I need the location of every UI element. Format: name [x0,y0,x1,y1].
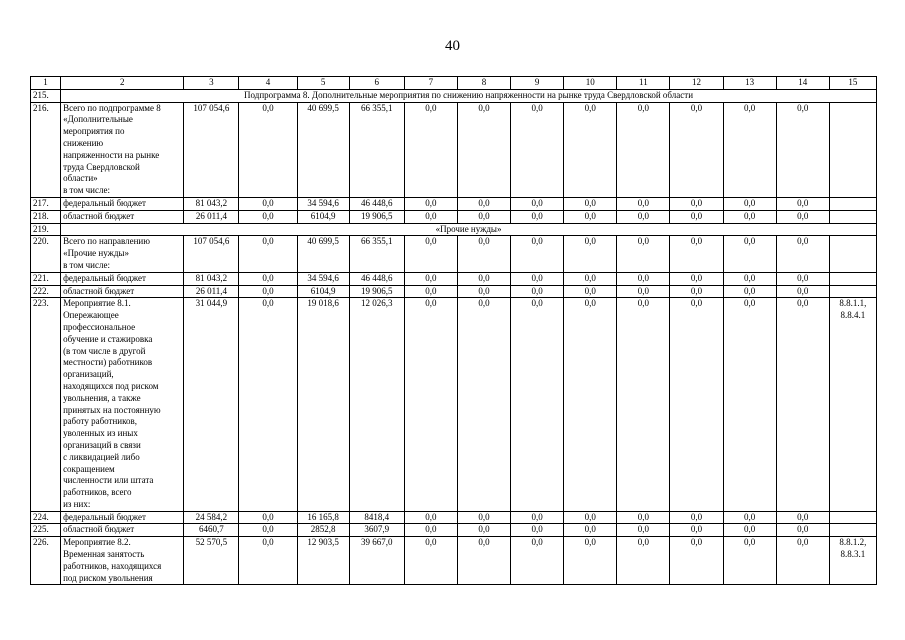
value-cell: 26 011,4 [184,285,239,298]
column-header: 9 [511,77,564,90]
section-title-row [31,89,877,102]
value-cell: 0,0 [239,285,297,298]
section-title-row [31,223,877,236]
row-number: 217. [31,197,61,210]
value-cell: 19 906,5 [349,285,404,298]
value-cell: 0,0 [404,272,457,285]
value-cell: 0,0 [457,236,510,272]
value-cell: 0,0 [670,285,723,298]
value-cell: 0,0 [404,537,457,585]
value-cell: 0,0 [404,298,457,511]
value-cell: 0,0 [670,511,723,524]
row-number: 223. [31,298,61,511]
value-cell: 0,0 [457,537,510,585]
value-cell: 66 355,1 [349,236,404,272]
row-number: 222. [31,285,61,298]
value-cell: 0,0 [564,298,617,511]
value-cell: 6460,7 [184,524,239,537]
value-cell: 0,0 [564,272,617,285]
value-cell: 0,0 [564,511,617,524]
value-cell: 0,0 [670,524,723,537]
value-cell: 34 594,6 [297,197,349,210]
value-cell: 0,0 [511,210,564,223]
column-header: 1 [31,77,61,90]
value-cell: 0,0 [239,210,297,223]
table-row [31,197,877,210]
target-ref-cell [829,197,876,210]
value-cell: 0,0 [723,236,776,272]
column-header: 3 [184,77,239,90]
row-number: 226. [31,537,61,585]
value-cell: 0,0 [564,197,617,210]
value-cell: 0,0 [239,102,297,197]
row-number: 224. [31,511,61,524]
column-header: 11 [617,77,670,90]
value-cell: 0,0 [511,537,564,585]
value-cell: 0,0 [239,298,297,511]
value-cell: 0,0 [457,272,510,285]
value-cell: 0,0 [404,511,457,524]
value-cell: 0,0 [776,236,829,272]
column-header: 13 [723,77,776,90]
value-cell: 0,0 [776,298,829,511]
row-name: Всего по направлению «Прочие нужды» в том числе: [61,236,184,272]
target-ref-cell [829,511,876,524]
column-header: 4 [239,77,297,90]
row-name: федеральный бюджет [61,272,184,285]
value-cell: 2852,8 [297,524,349,537]
value-cell: 0,0 [457,285,510,298]
value-cell: 0,0 [776,524,829,537]
value-cell: 0,0 [404,285,457,298]
value-cell: 0,0 [564,285,617,298]
value-cell: 0,0 [617,524,670,537]
row-name: Мероприятие 8.2. Временная занятость работников, находящихся под риском увольнения [61,537,184,585]
value-cell: 107 054,6 [184,236,239,272]
table-row [31,524,877,537]
column-header: 8 [457,77,510,90]
table-row [31,298,877,511]
row-number: 221. [31,272,61,285]
row-name: федеральный бюджет [61,197,184,210]
value-cell: 0,0 [239,272,297,285]
table-row [31,272,877,285]
value-cell: 0,0 [239,236,297,272]
column-header: 5 [297,77,349,90]
row-name: Всего по подпрограмме 8 «Дополнительные мероприятия по снижению напряженности на рынке труда Свердловской области» в том числе: [61,102,184,197]
column-header: 14 [776,77,829,90]
value-cell: 3607,9 [349,524,404,537]
value-cell: 0,0 [457,102,510,197]
target-ref-cell: 8.8.1.2, 8.8.3.1 [829,537,876,585]
value-cell: 0,0 [457,524,510,537]
value-cell: 0,0 [617,272,670,285]
row-number: 220. [31,236,61,272]
value-cell: 81 043,2 [184,272,239,285]
value-cell: 0,0 [564,102,617,197]
value-cell: 0,0 [457,210,510,223]
table-row [31,236,877,272]
value-cell: 0,0 [723,524,776,537]
value-cell: 0,0 [723,285,776,298]
value-cell: 0,0 [670,210,723,223]
value-cell: 0,0 [723,511,776,524]
value-cell: 0,0 [511,236,564,272]
value-cell: 0,0 [670,298,723,511]
table-row [31,511,877,524]
target-ref-cell [829,236,876,272]
value-cell: 66 355,1 [349,102,404,197]
target-ref-cell [829,102,876,197]
row-name: областной бюджет [61,524,184,537]
column-header: 10 [564,77,617,90]
row-number: 218. [31,210,61,223]
value-cell: 0,0 [776,210,829,223]
value-cell: 40 699,5 [297,236,349,272]
value-cell: 31 044,9 [184,298,239,511]
value-cell: 6104,9 [297,285,349,298]
value-cell: 0,0 [564,537,617,585]
value-cell: 0,0 [617,210,670,223]
value-cell: 0,0 [404,197,457,210]
column-header: 15 [829,77,876,90]
table-row [31,537,877,585]
value-cell: 0,0 [564,210,617,223]
value-cell: 0,0 [239,524,297,537]
value-cell: 16 165,8 [297,511,349,524]
target-ref-cell [829,210,876,223]
page-number: 40 [445,38,460,54]
value-cell: 0,0 [776,197,829,210]
value-cell: 0,0 [617,298,670,511]
value-cell: 0,0 [564,524,617,537]
value-cell: 6104,9 [297,210,349,223]
value-cell: 0,0 [617,511,670,524]
value-cell: 0,0 [723,210,776,223]
target-ref-cell [829,524,876,537]
value-cell: 0,0 [723,197,776,210]
value-cell: 0,0 [511,197,564,210]
value-cell: 0,0 [776,285,829,298]
value-cell: 19 906,5 [349,210,404,223]
value-cell: 0,0 [776,537,829,585]
value-cell: 0,0 [511,524,564,537]
row-number: 219. [31,223,61,236]
value-cell: 0,0 [723,298,776,511]
row-name: федеральный бюджет [61,511,184,524]
value-cell: 0,0 [776,511,829,524]
value-cell: 0,0 [617,197,670,210]
value-cell: 40 699,5 [297,102,349,197]
value-cell: 0,0 [404,210,457,223]
column-header: 7 [404,77,457,90]
value-cell: 0,0 [564,236,617,272]
column-header: 12 [670,77,723,90]
value-cell: 0,0 [723,102,776,197]
row-number: 215. [31,89,61,102]
value-cell: 26 011,4 [184,210,239,223]
value-cell: 0,0 [511,298,564,511]
value-cell: 0,0 [670,272,723,285]
column-header: 2 [61,77,184,90]
value-cell: 0,0 [617,236,670,272]
value-cell: 8418,4 [349,511,404,524]
table-row [31,210,877,223]
value-cell: 0,0 [457,197,510,210]
table-body [31,89,877,585]
value-cell: 12 026,3 [349,298,404,511]
value-cell: 39 667,0 [349,537,404,585]
value-cell: 0,0 [511,511,564,524]
value-cell: 46 448,6 [349,197,404,210]
value-cell: 0,0 [457,298,510,511]
value-cell: 34 594,6 [297,272,349,285]
value-cell: 0,0 [404,524,457,537]
row-name: Мероприятие 8.1. Опережающее профессиональное обучение и стажировка (в том числе в другой местности) работников организаций, находящихся под риском увольнения, а также принятых на постоянную работу работников, уволенных из иных организаций в связи с ликвидацией либо сокращением численности или штата работников, всего из них: [61,298,184,511]
value-cell: 107 054,6 [184,102,239,197]
row-number: 225. [31,524,61,537]
value-cell: 81 043,2 [184,197,239,210]
value-cell: 0,0 [670,102,723,197]
value-cell: 12 903,5 [297,537,349,585]
table-row [31,102,877,197]
section-title: Подпрограмма 8. Дополнительные мероприятия по снижению напряженности на рынке труда Свердловской области [61,89,877,102]
value-cell: 0,0 [239,197,297,210]
value-cell: 0,0 [723,537,776,585]
value-cell: 0,0 [239,537,297,585]
value-cell: 0,0 [670,537,723,585]
value-cell: 0,0 [511,285,564,298]
value-cell: 0,0 [670,197,723,210]
value-cell: 0,0 [723,272,776,285]
column-header-row [31,77,877,90]
section-title: «Прочие нужды» [61,223,877,236]
target-ref-cell: 8.8.1.1, 8.8.4.1 [829,298,876,511]
value-cell: 0,0 [617,102,670,197]
value-cell: 46 448,6 [349,272,404,285]
value-cell: 0,0 [404,236,457,272]
value-cell: 0,0 [776,272,829,285]
target-ref-cell [829,285,876,298]
row-name: областной бюджет [61,210,184,223]
value-cell: 24 584,2 [184,511,239,524]
table-row [31,285,877,298]
value-cell: 0,0 [511,102,564,197]
value-cell: 52 570,5 [184,537,239,585]
row-number: 216. [31,102,61,197]
value-cell: 0,0 [776,102,829,197]
value-cell: 0,0 [404,102,457,197]
value-cell: 0,0 [239,511,297,524]
column-header: 6 [349,77,404,90]
row-name: областной бюджет [61,285,184,298]
value-cell: 0,0 [670,236,723,272]
target-ref-cell [829,272,876,285]
value-cell: 0,0 [457,511,510,524]
value-cell: 0,0 [617,285,670,298]
value-cell: 0,0 [617,537,670,585]
budget-table [30,76,877,585]
value-cell: 19 018,6 [297,298,349,511]
value-cell: 0,0 [511,272,564,285]
